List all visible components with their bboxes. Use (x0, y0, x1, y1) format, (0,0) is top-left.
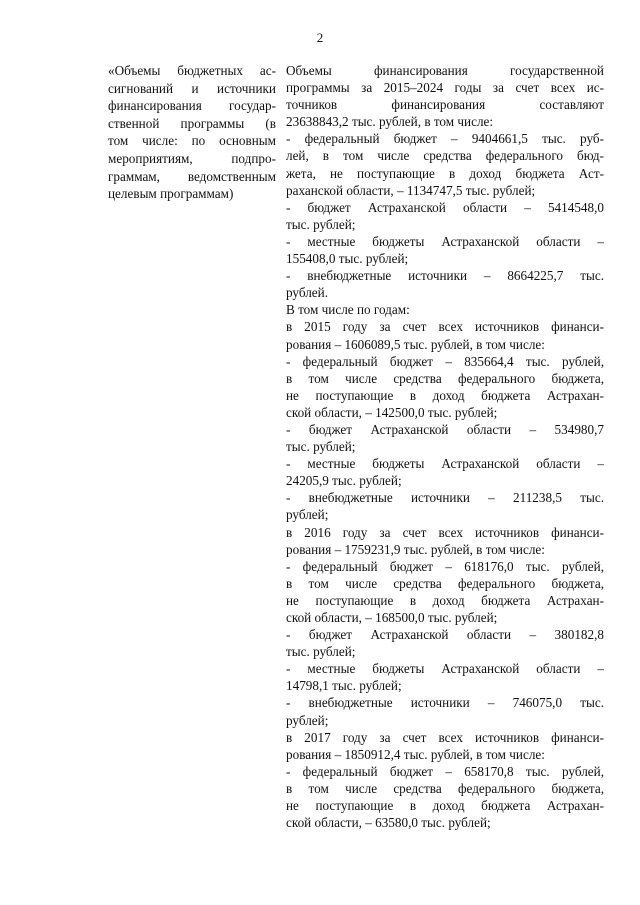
body-text-line: не поступающие в доход бюджета Астрахан- (286, 387, 604, 403)
label-text-line: граммам, ведомственным (108, 168, 276, 184)
body-text-line: - внебюджетные источники – 8664225,7 тыс. (286, 268, 604, 284)
body-text-line: в том числе средства федерального бюджета, (286, 780, 604, 796)
label-text-line: сигнований и источники (108, 80, 276, 96)
body-text-line: в том числе средства федерального бюджета, (286, 370, 604, 386)
body-text-line: 155408,0 тыс. рублей; (286, 251, 409, 267)
body-text-line: в 2017 году за счет всех источников финанси- (286, 729, 604, 745)
body-text-line: рования – 1759231,9 тыс. рублей, в том числе: (286, 541, 545, 557)
body-text-line: тыс. рублей; (286, 439, 356, 455)
body-text-line: - бюджет Астраханской области – 5414548,0 (286, 199, 604, 215)
body-text-line: - федеральный бюджет – 658170,8 тыс. рублей, (286, 763, 604, 779)
body-text-line: точников финансирования составляют (286, 97, 604, 113)
body-text-line: ской области, – 168500,0 тыс. рублей; (286, 610, 498, 625)
label-text-line: «Объемы бюджетных ас- (108, 63, 276, 78)
label-text-line: мероприятиям, подпро- (108, 150, 276, 166)
body-text-line: тыс. рублей; (286, 216, 356, 232)
body-text-line: жета, не поступающие в доход бюджета Аст- (286, 165, 604, 181)
financing-text-column (286, 62, 604, 831)
body-text-line: ской области, – 142500,0 тыс. рублей; (286, 404, 498, 420)
body-text-line: - федеральный бюджет – 9404661,5 тыс. руб- (286, 131, 604, 147)
body-text-line: В том числе по годам: (286, 302, 410, 318)
page-number: 2 (316, 30, 324, 45)
section-label-column (108, 62, 276, 203)
body-text-line: - федеральный бюджет – 618176,0 тыс. рублей, (286, 558, 604, 574)
body-text-line: рублей. (286, 285, 329, 301)
body-text-line: рублей; (286, 712, 329, 728)
body-text-line: - бюджет Астраханской области – 380182,8 (286, 627, 604, 643)
body-text-line: лей, в том числе средства федерального бюд- (286, 148, 604, 164)
body-text-line: в том числе средства федерального бюджета, (286, 575, 604, 591)
body-text-line: в 2015 году за счет всех источников финанси- (286, 319, 604, 335)
body-text-line: ской области, – 63580,0 тыс. рублей; (286, 815, 491, 831)
body-text-line: - внебюджетные источники – 211238,5 тыс. (286, 490, 604, 506)
label-text-line: целевым программам) (108, 186, 234, 202)
body-text-line: - местные бюджеты Астраханской области – (286, 661, 604, 677)
body-text-line: тыс. рублей; (286, 644, 356, 660)
label-text-line: финансирования государ- (108, 98, 276, 114)
body-text-line: - местные бюджеты Астраханской области – (286, 233, 604, 249)
body-text-line: 24205,9 тыс. рублей; (286, 473, 402, 489)
body-text-line: - бюджет Астраханской области – 534980,7 (286, 421, 604, 437)
body-text-line: рования – 1606089,5 тыс. рублей, в том числе: (286, 336, 545, 352)
body-text-line: Объемы финансирования государственной (286, 63, 604, 78)
body-text-line: рования – 1850912,4 тыс. рублей, в том числе: (286, 746, 545, 762)
body-text-line: программы за 2015–2024 годы за счет всех ис- (286, 80, 604, 96)
label-text-line: ственной программы (в (108, 115, 276, 131)
body-text-line: не поступающие в доход бюджета Астрахан- (286, 592, 604, 608)
body-text-line: 23638843,2 тыс. рублей, в том числе: (286, 114, 494, 130)
label-text-line: том числе: по основным (108, 133, 276, 149)
body-text-line: - внебюджетные источники – 746075,0 тыс. (286, 695, 604, 711)
body-text-line: рублей; (286, 507, 329, 523)
body-text-line: - местные бюджеты Астраханской области – (286, 456, 604, 472)
body-text-line: в 2016 году за счет всех источников финанси- (286, 524, 604, 540)
body-text-line: 14798,1 тыс. рублей; (286, 678, 402, 694)
body-text-line: - федеральный бюджет – 835664,4 тыс. рублей, (286, 353, 604, 369)
body-text-line: не поступающие в доход бюджета Астрахан- (286, 798, 604, 814)
body-text-line: раханской области, – 1134747,5 тыс. рублей; (286, 182, 536, 198)
